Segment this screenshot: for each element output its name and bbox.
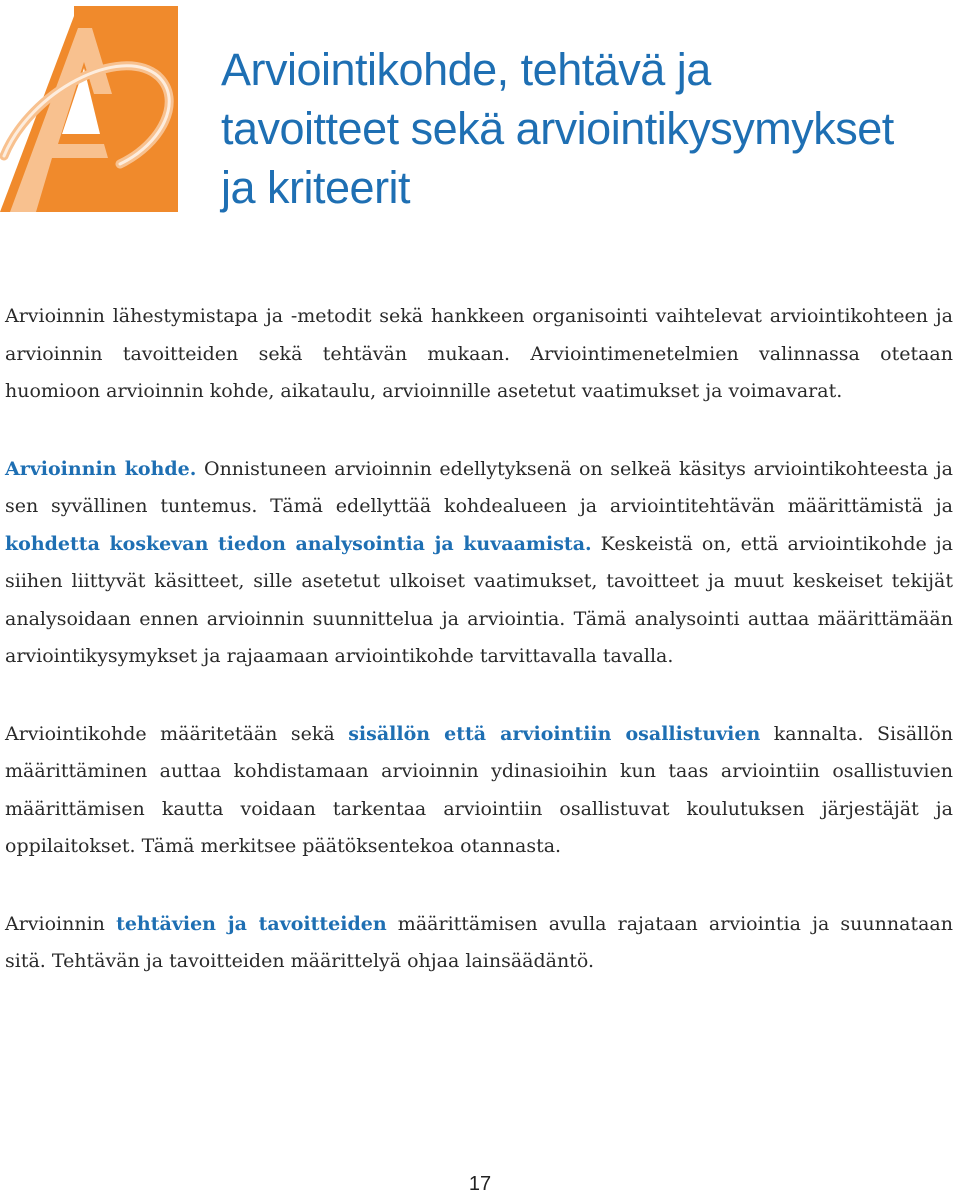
section-heading-inline: Arvioinnin kohde. xyxy=(5,457,197,480)
emphasis-text: kohdetta koskevan tiedon analysointia ja kuvaamista. xyxy=(5,532,592,555)
title-line: ja kriteerit xyxy=(221,162,411,213)
text-segment: Arviointikohde määritetään sekä xyxy=(5,722,349,745)
paragraph-tasks-goals xyxy=(5,906,953,981)
body-text xyxy=(5,298,953,1021)
title-line: Arviointikohde, tehtävä ja xyxy=(221,44,711,95)
text-segment: Keskeistä on, että arviointikohde ja siihen liittyvät käsitteet, sille asetetut ulkoiset vaatimukset, tavoitteet ja muut keskeiset tekijät analysoidaan ennen arvioinnin suunnittelua ja arviointia. Tämä analysointi auttaa määrittämään arviointikysymykset ja rajaamaan arviointikohde tarvittavalla tavalla. xyxy=(5,532,954,667)
title-line: tavoitteet sekä arviointikysymykset xyxy=(221,103,894,154)
logo-letter-a-icon xyxy=(0,6,186,218)
paragraph-content-participants xyxy=(5,716,953,866)
text-segment: Arvioinnin xyxy=(5,912,117,935)
text-segment: kannalta. Sisällön määrittäminen auttaa kohdistamaan arvioinnin ydinasioihin kun taas arviointiin osallistuvien määrittämisen kautta voidaan tarkentaa arviointiin osallistuvat koulutuksen järjestäjät ja oppilaitokset. Tämä merkitsee päätöksentekoa otannasta. xyxy=(5,722,953,857)
paragraph-evaluation-target xyxy=(5,451,953,676)
emphasis-text: sisällön että arviointiin osallistuvien xyxy=(348,722,761,745)
text-segment: Onnistuneen arvioinnin edellytyksenä on selkeä käsitys arviointikohteesta ja sen syvällinen tuntemus. Tämä edellyttää kohdealueen ja arviointitehtävän määrittämistä ja xyxy=(5,457,953,517)
emphasis-text: tehtävien ja tavoitteiden xyxy=(116,912,387,935)
text-segment: Arvioinnin lähestymistapa ja -metodit sekä hankkeen organisointi vaihtelevat arviointikohteen ja arvioinnin tavoitteiden sekä tehtävän mukaan. Arviointimenetelmien valinnassa otetaan huomioon arvioinnin kohde, aikataulu, arvioinnille asetetut vaatimukset ja voimavarat. xyxy=(5,305,953,402)
page-number: 17 xyxy=(468,1173,492,1195)
page-title xyxy=(221,40,951,217)
text-segment: määrittämisen avulla rajataan arviointia ja suunnataan sitä. Tehtävän ja tavoitteiden määrittelyä ohjaa lainsäädäntö. xyxy=(5,912,953,972)
paragraph-intro xyxy=(5,298,953,411)
logo-graphic xyxy=(0,6,186,218)
